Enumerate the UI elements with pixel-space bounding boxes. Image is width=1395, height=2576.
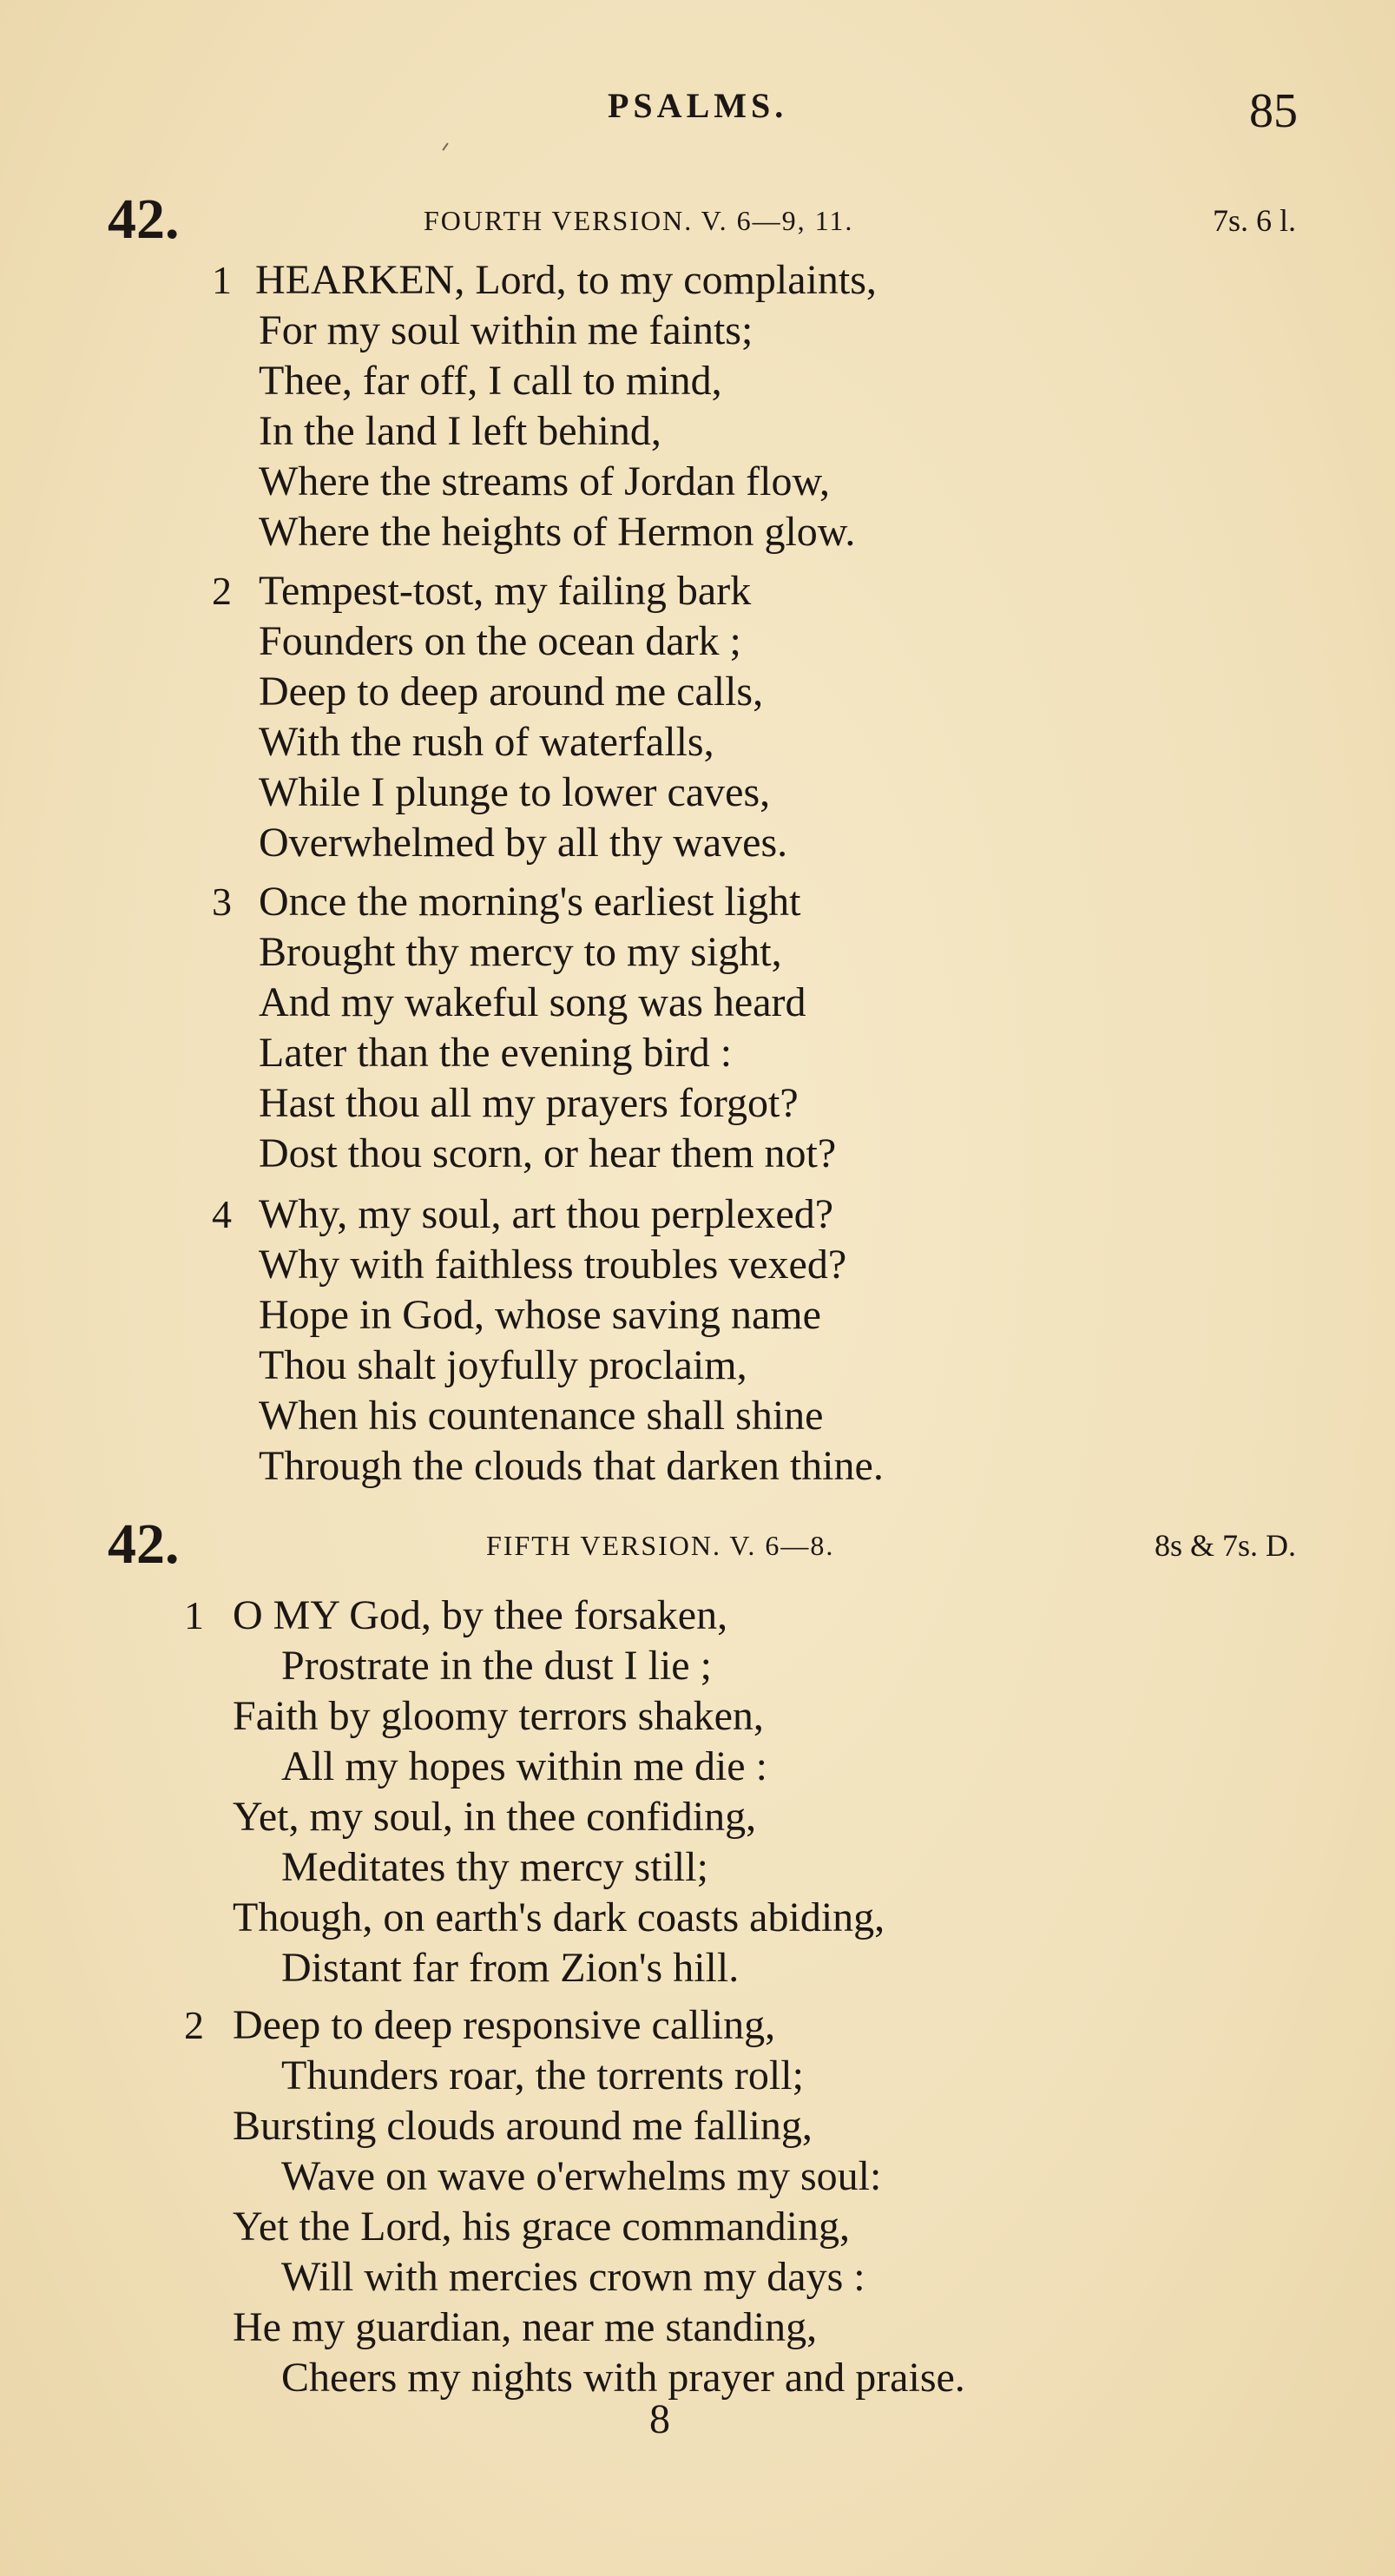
running-head: PSALMS. [608,86,788,125]
verse-line: He my guardian, near me standing, [233,2304,818,2350]
verse-line: Through the clouds that darken thine. [259,1443,884,1489]
verse-line: Hope in God, whose saving name [259,1292,821,1338]
verse-line: Overwhelmed by all thy waves. [259,820,788,866]
verse-line: Yet the Lord, his grace commanding, [233,2204,850,2250]
verse-line: Why, my soul, art thou perplexed? [259,1191,834,1237]
verse-line: When his countenance shall shine [259,1393,824,1439]
stanza-number: 1 [184,1593,204,1637]
meter-label: 8s & 7s. D. [1154,1528,1296,1563]
version-label: FIFTH VERSION. V. 6—8. [486,1530,835,1561]
verse-line: Thee, far off, I call to mind, [259,358,722,404]
verse-line: For my soul within me faints; [259,307,753,353]
verse-line: Cheers my nights with prayer and praise. [281,2355,965,2401]
verse-line: Prostrate in the dust I lie ; [281,1643,712,1689]
psalm-number: 42. [108,188,180,251]
psalm-number: 42. [108,1512,180,1576]
verse-line: While I plunge to lower caves, [259,769,771,815]
verse-line: Will with mercies crown my days : [281,2254,865,2300]
signature-mark: 8 [649,2396,670,2442]
verse-line: Deep to deep around me calls, [259,669,764,715]
verse-line: In the land I left behind, [259,408,661,454]
verse-line: Dost thou scorn, or hear them not? [259,1130,837,1176]
verse-line: Later than the evening bird : [259,1030,733,1076]
verse-line: Yet, my soul, in thee confiding, [233,1794,757,1840]
verse-line: Thunders roar, the torrents roll; [281,2052,804,2098]
stanza-number: 1 [212,258,232,302]
verse-line: Where the streams of Jordan flow, [259,458,830,504]
verse-line: Meditates thy mercy still; [281,1844,708,1890]
verse-line: With the rush of waterfalls, [259,719,714,765]
verse-line: Deep to deep responsive calling, [233,2002,776,2048]
verse-line: Faith by gloomy terrors shaken, [233,1693,764,1739]
verse-line: Wave on wave o'erwhelms my soul: [281,2153,882,2199]
stanza-number: 2 [184,2003,204,2047]
verse-line: Brought thy mercy to my sight, [259,929,782,975]
verse-line: Tempest-tost, my failing bark [259,568,752,614]
verse-line: All my hopes within me die : [281,1743,767,1789]
stray-mark [442,142,448,150]
hymn-header [0,1514,1395,1575]
stanza-number: 4 [212,1192,232,1236]
verse-line: Hast thou all my prayers forgot? [259,1080,799,1126]
verse-line: Though, on earth's dark coasts abiding, [233,1894,885,1940]
verse-line: Distant far from Zion's hill. [281,1945,740,1991]
verse-line: Once the morning's earliest light [259,879,801,925]
verse-line: HEARKEN, Lord, to my complaints, [255,257,877,303]
verse-line: Founders on the ocean dark ; [259,618,741,664]
verse-line: O MY God, by thee forsaken, [233,1592,728,1638]
meter-label: 7s. 6 l. [1212,203,1296,238]
verse-line: Bursting clouds around me falling, [233,2103,813,2149]
stanza-number: 2 [212,569,232,613]
verse-line: Thou shalt joyfully proclaim, [259,1342,747,1388]
stanza-number: 3 [212,880,232,924]
page-number: 85 [1249,84,1298,138]
verse-line: Why with faithless troubles vexed? [259,1242,847,1288]
hymn-header [0,189,1395,250]
verse-line: And my wakeful song was heard [259,979,806,1025]
verse-line: Where the heights of Hermon glow. [259,509,856,555]
version-label: FOURTH VERSION. V. 6—9, 11. [424,205,854,236]
